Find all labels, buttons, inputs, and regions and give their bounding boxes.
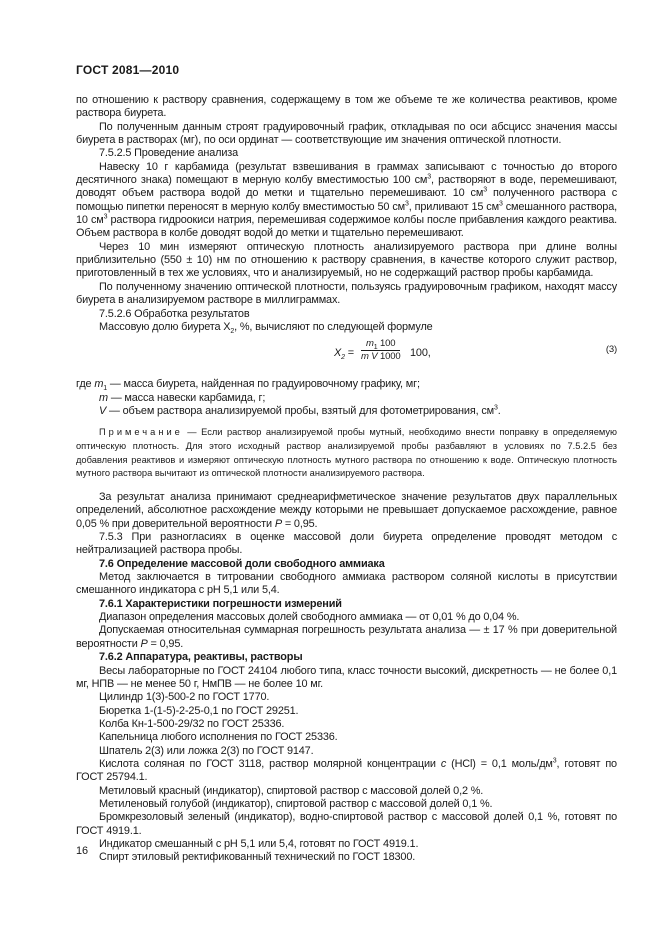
- note-text: — Если раствор анализируемой пробы мутный, необходимо внести поправку в определяемую оптическую плотность. Для этого исходный раствор анализируемой пробы разбавляют в условиях по 7.5.2.5 без добавления реактивов и измеряют оптическую плотность мутного раствора по отношению к воде. Оптическую плотность мутного раствора вычитают из оптической плотности анализируемого раствора.: [76, 427, 617, 479]
- formula-denominator: [361, 351, 400, 363]
- section-heading: [76, 651, 617, 664]
- text-run: — объем раствора анализируемой пробы, взятый для фотометрирования, см: [106, 404, 494, 417]
- note: [76, 426, 617, 481]
- text-run: где: [76, 378, 95, 391]
- den-rest: 1000: [377, 351, 401, 363]
- text-run: За результат анализа принимают среднеарифметическое значение результатов двух параллельных определений, абсолютное расхождение между которыми не превышает допускаемое расхождение, равное 0,05 % при доверительной вероятности: [76, 491, 617, 530]
- paragraph: [76, 308, 617, 321]
- formula-sub: 2: [341, 354, 345, 362]
- formula-fraction: [361, 338, 400, 363]
- text-run: .: [497, 404, 501, 417]
- document-header: ГОСТ 2081—2010: [76, 63, 180, 77]
- text-run: Метиловый красный (индикатор), спиртовой раствор с массовой долей 0,2 %.: [99, 784, 484, 797]
- paragraph: [76, 785, 617, 798]
- text-run: Индикатор смешанный с pH 5,1 или 5,4, готовят по ГОСТ 4919.1.: [99, 837, 419, 850]
- num-sub: 1: [373, 344, 378, 352]
- page-number: 16: [76, 845, 89, 857]
- text-run: Шпатель 2(3) или ложка 2(3) по ГОСТ 9147.: [99, 744, 314, 757]
- text-run: , приливают 15 см: [408, 200, 499, 213]
- supscript: 3: [493, 404, 498, 412]
- paragraph: [76, 718, 617, 731]
- text-run: 7.5.3 При разногласиях в оценке массовой доли биурета определение проводят методом с нейтрализацией раствора пробы.: [76, 531, 617, 557]
- paragraph: [76, 405, 617, 418]
- text-run: Допускаемая относительная суммарная погрешность результата анализа — ± 17 % при доверительной вероятности: [76, 624, 617, 650]
- text-run: — масса биурета, найденная по градуировочному графику, мг;: [107, 378, 420, 391]
- text-run: Капельница любого исполнения по ГОСТ 25336.: [99, 731, 338, 744]
- num-var: m: [366, 338, 374, 350]
- supscript: 3: [483, 186, 487, 194]
- subscript: 2: [230, 328, 235, 336]
- paragraph: [76, 161, 617, 241]
- formula-var: X: [334, 347, 342, 360]
- text-run: Диапазон определения массовых долей свободного аммиака — от 0,01 % до 0,04 %.: [99, 611, 520, 624]
- text-run: Кислота соляная по ГОСТ 3118, раствор молярной концентрации: [99, 757, 441, 770]
- paragraph: [76, 571, 617, 598]
- paragraph: [76, 378, 617, 391]
- text-run: (HCl) = 0,1 моль/дм: [446, 757, 553, 770]
- formula-number: (3): [605, 344, 617, 356]
- text-run: 7.5.2.6 Обработка результатов: [99, 307, 250, 320]
- text-run: = 0,95.: [147, 637, 184, 650]
- text-run: Колба Кн-1-500-29/32 по ГОСТ 25336.: [99, 717, 285, 730]
- formula-numerator: [361, 338, 400, 351]
- supscript: 3: [552, 757, 557, 765]
- text-run: По полученным данным строят градуировочный график, откладывая по оси абсцисс значения массы биурета в растворах (мг), по оси ординат — соответствующие им значения оптической плотности.: [76, 120, 617, 147]
- paragraph: [76, 798, 617, 811]
- text-run: Метиленовый голубой (индикатор), спиртовой раствор с массовой долей 0,1 %.: [99, 797, 493, 810]
- text-run: По полученному значению оптической плотности, пользуясь градуировочным графиком, находят массу биурета в анализируемом растворе в миллиграммах.: [76, 280, 617, 307]
- text-run: — масса навески карбамида, г;: [107, 391, 266, 404]
- paragraph: [76, 691, 617, 704]
- supscript: 3: [103, 213, 108, 221]
- section-text-1: [76, 94, 617, 334]
- text-run: 7.5.2.5 Проведение анализа: [99, 147, 239, 160]
- italic-symbol: P: [140, 637, 148, 650]
- paragraph: [76, 321, 617, 334]
- text-run: , растворяют в воде, перемешивают, доводят объем раствора водой до метки и тщательно перемешивают. 10 см: [76, 174, 617, 200]
- text-run: Бромкрезоловый зеленый (индикатор), водно-спиртовой раствор с массовой долей 0,1 %, готовят по ГОСТ 4919.1.: [76, 811, 617, 837]
- text-run: 7.6 Определение массовой доли свободного аммиака: [99, 557, 385, 570]
- text-run: , готовят по ГОСТ 25794.1.: [76, 757, 617, 784]
- paragraph: [76, 838, 617, 851]
- paragraph: [76, 624, 617, 651]
- paragraph: [76, 705, 617, 718]
- formula-rhs: 100,: [410, 347, 431, 360]
- paragraph: [76, 491, 617, 531]
- italic-symbol: V: [99, 404, 107, 417]
- text-run: Бюретка 1-(1-5)-2-25-0,1 по ГОСТ 29251.: [99, 704, 299, 717]
- paragraph: [76, 94, 617, 121]
- text-run: Массовую долю биурета X: [99, 320, 231, 333]
- formula-eq: =: [347, 347, 354, 360]
- den-var: m V: [361, 351, 378, 363]
- paragraph: [76, 121, 617, 148]
- text-run: раствора гидроокиси натрия, перемешивая содержимое колбы после прибавления каждого реактива. Объем раствора в колбе доводят водой до метки и тщательно перемешивают.: [76, 214, 617, 240]
- supscript: 3: [427, 173, 432, 181]
- paragraph: [76, 392, 617, 405]
- paragraph: [76, 531, 617, 558]
- paragraph: [76, 665, 617, 692]
- paragraph: [76, 147, 617, 160]
- paragraph: [76, 731, 617, 744]
- paragraph: [76, 281, 617, 308]
- text-run: полученного раствора с помощью пипетки переносят в мерную колбу вместимостью 50 см: [76, 187, 617, 213]
- text-run: Через 10 мин измеряют оптическую плотность анализируемого раствора при длине волны приблизительно (550 ± 10) нм по отношению к раствору сравнения, в качестве которого служит раствор, приготовленный в тех же условиях, что и анализируемый, но не содержащий раствор пробы карбамида.: [76, 240, 617, 280]
- num-rest: 100: [377, 338, 396, 350]
- note-label: Примечание: [99, 427, 183, 438]
- paragraph: [76, 851, 617, 864]
- formula-lhs: [334, 347, 354, 360]
- text-run: = 0,95.: [281, 517, 318, 530]
- supscript: 3: [404, 200, 409, 208]
- section-heading: [76, 558, 617, 571]
- text-run: Цилиндр 1(3)-500-2 по ГОСТ 1770.: [99, 691, 270, 704]
- paragraph: [76, 811, 617, 838]
- paragraph: [76, 758, 617, 785]
- supscript: 3: [498, 200, 503, 208]
- formula-3: [76, 338, 617, 372]
- text-run: , %, вычисляют по следующей формуле: [234, 320, 433, 333]
- text-run: по отношению к раствору сравнения, содержащему в том же объеме те же количества реактивов, кроме раствора биурета.: [76, 94, 617, 120]
- text-run: смешанного раствора, 10 см: [76, 200, 618, 227]
- subscript: 1: [103, 385, 108, 393]
- italic-symbol: m: [99, 391, 108, 404]
- italic-symbol: P: [274, 517, 282, 530]
- text-run: Метод заключается в титровании свободного аммиака раствором соляной кислоты в присутствии смешанного индикатора с pH 5,1 или 5,4.: [76, 571, 617, 597]
- paragraph: [76, 241, 617, 281]
- italic-symbol: m: [94, 378, 104, 391]
- text-run: 7.6.2 Аппаратура, реактивы, растворы: [99, 651, 303, 664]
- text-run: 7.6.1 Характеристики погрешности измерений: [99, 597, 342, 610]
- paragraph: [76, 611, 617, 624]
- text-run: Спирт этиловый ректификованный технический по ГОСТ 18300.: [99, 851, 416, 864]
- document-body: [76, 94, 617, 865]
- section-heading: [76, 598, 617, 611]
- italic-symbol: c: [440, 757, 447, 770]
- text-run: Навеску 10 г карбамида (результат взвешивания в граммах записывают с точностью до второго десятичного знака) помещают в мерную колбу вместимостью 100 см: [76, 160, 617, 187]
- text-run: Весы лабораторные по ГОСТ 24104 любого типа, класс точности высокий, дискретность — не более 0,1 мг, НПВ — не менее 50 г, НмПВ — не более 10 мг.: [76, 664, 617, 690]
- paragraph: [76, 745, 617, 758]
- section-text-3: [76, 491, 617, 865]
- section-text-2: [76, 378, 617, 418]
